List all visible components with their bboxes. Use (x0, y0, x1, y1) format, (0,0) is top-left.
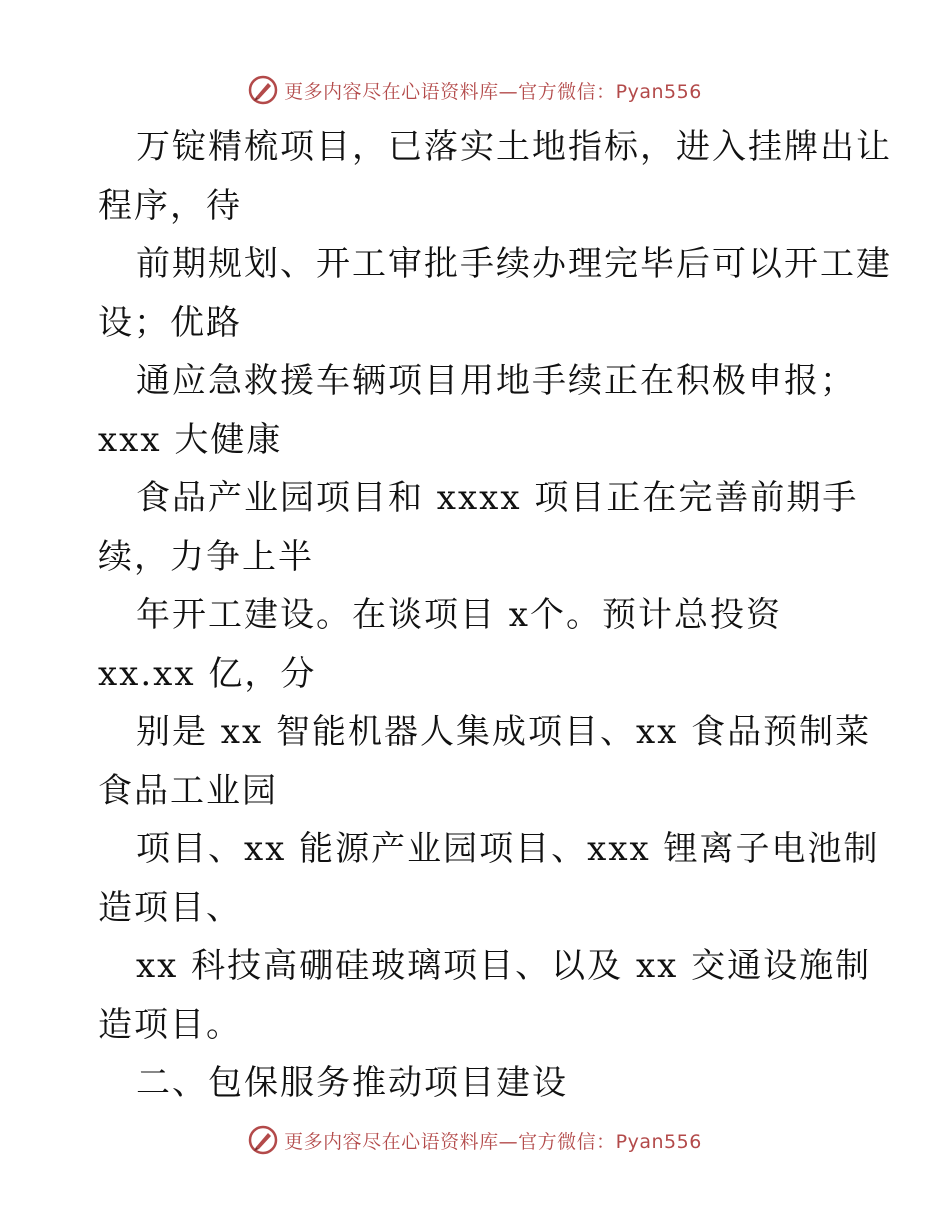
header-watermark (0, 70, 950, 110)
text-line: 程序，待 (98, 185, 242, 226)
footer-watermark (0, 1120, 950, 1160)
document-body (98, 118, 892, 1113)
pen-quill-logo-icon (248, 1125, 278, 1155)
text-line: xx 科技高硼硅玻璃项目、以及 xx 交通设施制 (136, 946, 872, 986)
text-line: 续，力争上半 (98, 536, 314, 577)
text-line: 食品产业园项目和 xxxx 项目正在完善前期手 (136, 478, 859, 518)
text-line: 设；优路 (98, 302, 242, 343)
watermark-text: 更多内容尽在心语资料库—官方微信：Pyan556 (284, 1130, 702, 1153)
text-line: 二、包保服务推动项目建设 (136, 1063, 568, 1103)
text-line: 万锭精梳项目，已落实土地指标，进入挂牌出让 (136, 127, 892, 167)
text-line: xx.xx 亿，分 (98, 653, 317, 694)
watermark-text: 更多内容尽在心语资料库—官方微信：Pyan556 (284, 80, 702, 103)
text-line: 别是 xx 智能机器人集成项目、xx 食品预制菜 (136, 712, 872, 752)
text-line: 项目、xx 能源产业园项目、xxx 锂离子电池制 (136, 829, 880, 869)
text-line: 通应急救援车辆项目用地手续正在积极申报； (136, 361, 856, 401)
text-line: 食品工业园 (98, 770, 278, 811)
text-line: 年开工建设。在谈项目 x个。预计总投资 (136, 595, 782, 635)
pen-quill-logo-icon (248, 75, 278, 105)
text-line: xxx 大健康 (98, 419, 283, 460)
text-line: 造项目。 (98, 1004, 242, 1045)
text-line: 前期规划、开工审批手续办理完毕后可以开工建 (136, 244, 892, 284)
text-line: 造项目、 (98, 887, 242, 928)
